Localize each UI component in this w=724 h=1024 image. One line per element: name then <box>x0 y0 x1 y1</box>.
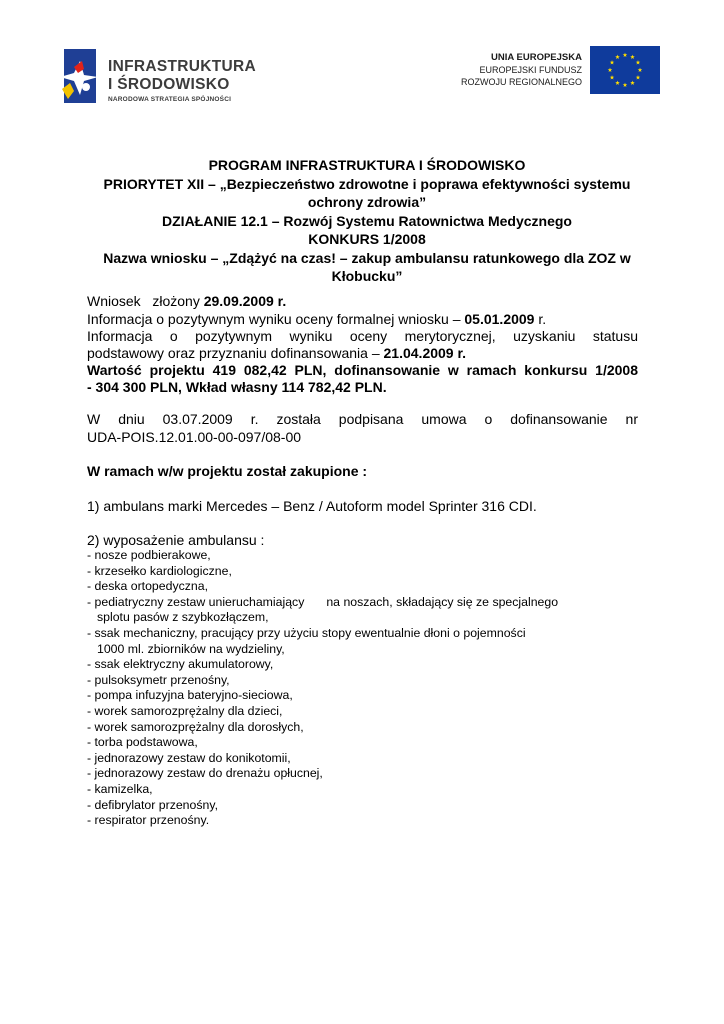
list-item: - torba podstawowa, <box>87 735 198 750</box>
title-priority-cont: ochrony zdrowia” <box>307 194 427 210</box>
eu-logo-line1: UNIA EUROPEJSKA <box>491 52 582 63</box>
list-item: - jednorazowy zestaw do konikotomii, <box>87 750 291 765</box>
list-item: - worek samorozprężalny dla dzieci, <box>87 703 283 718</box>
title-contest: KONKURS 1/2008 <box>308 231 426 247</box>
list-item: - kamizelka, <box>87 781 153 796</box>
program-title-block <box>80 156 654 286</box>
list-item-part: - pediatryczny zestaw unieruchamiający <box>87 594 305 609</box>
logo-line-srodowisko: I ŚRODOWISKO <box>108 76 230 93</box>
project-value-line1: Wartość projektu 419 082,42 PLN, dofinansowanie w ramach konkursu 1/2008 <box>87 362 638 378</box>
merit-evaluation-line1: Informacja o pozytywnym wyniku oceny merytorycznej, uzyskaniu statusu <box>87 328 638 344</box>
item-equipment-heading: 2) wyposażenie ambulansu : <box>87 532 265 548</box>
formal-evaluation-label: Informacja o pozytywnym wyniku oceny formalnej wniosku – <box>87 311 465 327</box>
title-priority: PRIORYTET XII – „Bezpieczeństwo zdrowotne i poprawa efektywności systemu <box>103 175 631 192</box>
title-application-name-cont: Kłobucku” <box>331 268 403 284</box>
contract-line1: W dniu 03.07.2009 r. została podpisana umowa o dofinansowanie nr <box>87 411 638 427</box>
list-item-continuation: 1000 ml. zbiorników na wydzieliny, <box>97 641 285 656</box>
merit-evaluation-label: podstawowy oraz przyznaniu dofinansowania – <box>87 345 384 361</box>
list-item: - ssak mechaniczny, pracujący przy użyciu stopy ewentualnie dłoni o pojemności <box>87 625 526 640</box>
project-value-line2: - 304 300 PLN, Wkład własny 114 782,42 PLN. <box>87 379 387 395</box>
list-item: - krzesełko kardiologiczne, <box>87 563 232 578</box>
contract-line2: UDA-POIS.12.01.00-00-097/08-00 <box>87 429 302 445</box>
list-item: - pompa infuzyjna bateryjno-sieciowa, <box>87 688 293 703</box>
list-item: - pulsoksymetr przenośny, <box>87 672 230 687</box>
title-action: DZIAŁANIE 12.1 – Rozwój Systemu Ratownictwa Medycznego <box>162 212 572 229</box>
list-item-continuation: splotu pasów z szybkozłączem, <box>97 610 269 625</box>
submission-label: Wniosek złożony <box>87 293 204 309</box>
list-item-part: na noszach, składający się ze specjalnego <box>326 594 559 609</box>
list-item: - deska ortopedyczna, <box>87 579 208 594</box>
infrastruktura-emblem-icon <box>60 47 106 105</box>
list-item: - respirator przenośny. <box>87 813 210 828</box>
list-item: - defibrylator przenośny, <box>87 797 218 812</box>
formal-evaluation-date: 05.01.2009 <box>464 311 535 327</box>
list-item: - jednorazowy zestaw do drenażu opłucnej, <box>87 766 323 781</box>
eu-logo-line3: ROZWOJU REGIONALNEGO <box>460 77 582 87</box>
list-item: - worek samorozprężalny dla dorosłych, <box>87 719 304 734</box>
eu-logo-line2: EUROPEJSKI FUNDUSZ <box>479 65 582 75</box>
eu-flag-icon <box>590 46 660 94</box>
formal-evaluation-suffix: r. <box>534 311 547 327</box>
list-item: - nosze podbierakowe, <box>87 548 211 562</box>
equipment-list <box>87 548 647 829</box>
logo-line-infrastruktura: INFRASTRUKTURA <box>108 58 256 75</box>
submission-line <box>87 292 638 310</box>
list-item <box>87 595 647 611</box>
infrastruktura-logo <box>60 47 260 107</box>
list-item: - ssak elektryczny akumulatorowy, <box>87 657 274 672</box>
merit-evaluation-line2 <box>87 344 638 362</box>
formal-evaluation-line <box>87 310 638 328</box>
purchased-heading: W ramach w/w projektu został zakupione : <box>87 463 368 479</box>
submission-date: 29.09.2009 r. <box>203 293 287 309</box>
merit-evaluation-date: 21.04.2009 r. <box>383 345 467 361</box>
item-ambulance: 1) ambulans marki Mercedes – Benz / Autoform model Sprinter 316 CDI. <box>87 498 537 514</box>
title-program: PROGRAM INFRASTRUKTURA I ŚRODOWISKO <box>208 157 526 173</box>
eu-logo <box>450 46 660 96</box>
eu-logo-text <box>461 52 582 88</box>
title-application-name: Nazwa wniosku – „Zdążyć na czas! – zakup ambulansu ratunkowego dla ZOZ w <box>103 249 631 266</box>
logo-line-strategia: NARODOWA STRATEGIA SPÓJNOŚCI <box>108 96 232 103</box>
